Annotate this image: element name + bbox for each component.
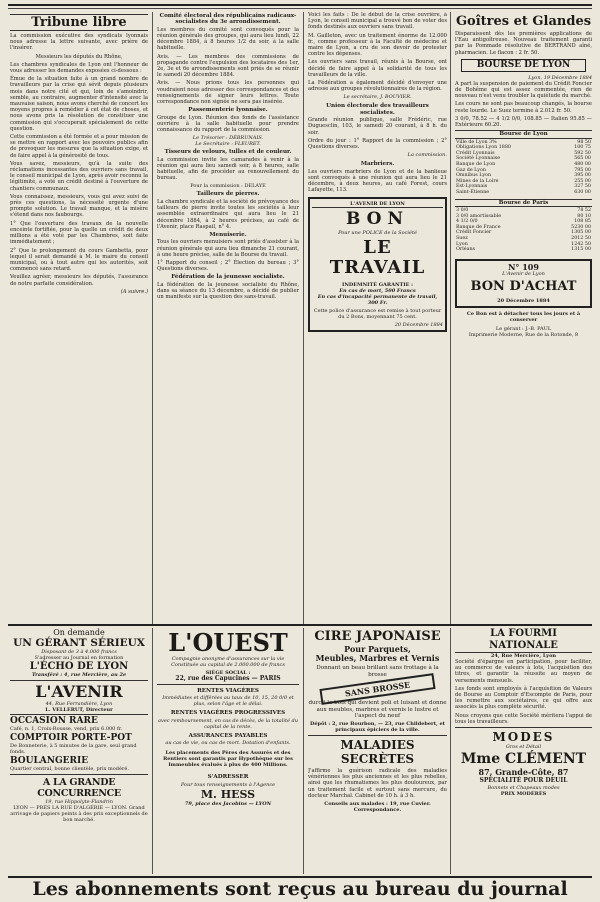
quote-value: 78 52 xyxy=(577,207,591,213)
ads-separator xyxy=(8,624,592,626)
ad-text: Société d'épargne en participation, pour faciliter, au commerce de valeurs à lots, l'acquisition des titres, et garantir la réussite au moyen de versements mensuels. xyxy=(455,659,592,684)
paragraph: 1° Rapport du conseil ; 2° Élection du bureau ; 3° Questions diverses. xyxy=(157,259,299,273)
paragraph: Émue de la situation faite à un grand nombre de travailleurs par la crise qui sévit depuis plusieurs mois dans notre cité et qui, loin de s'amoindrir, semble, au contraire, augmenter d'intensité avec la mauvaise saison, nous avons cherché de concert les moyens propres à remédier à cet état de choses, et nous avons pris la résolution de constituer une commission qui s'occuperait spécialement de cette question. xyxy=(10,76,148,132)
paragraph: Vous connaissez, messieurs, vous qui avez suivi de près ces questions, la nécessité urgente d'une prompte solution. Le travail manque, et la misère s'étend dans nos faubourgs. xyxy=(10,193,148,219)
paragraph: Ordre du jour : 1° Rapport de la commission ; 2° Questions diverses. xyxy=(308,137,447,151)
quote-label: 3 0/0 amortissable xyxy=(456,213,502,219)
ad-address: 19, rue Hippolyte-Flandrin xyxy=(45,799,113,805)
ad-heading: RENTES VIAGÈRES xyxy=(197,688,259,694)
footer-abonnements: Les abonnements sont reçus au bureau du journal xyxy=(8,876,592,900)
coupon-line: En cas de mort, 500 Francs xyxy=(339,288,416,295)
top-rule-thin xyxy=(8,8,592,9)
quote-label: Ville de Lyon 3% xyxy=(456,139,497,145)
ad-cire-japonaise xyxy=(308,628,447,874)
signature: Pour la commission : DELAYE xyxy=(190,183,266,190)
quote-value: 80 10 xyxy=(577,213,591,219)
paragraph: Veuillez agréer, messieurs les députés, l'assurance de notre parfaite considération. xyxy=(10,274,148,287)
quote-label: Suez xyxy=(456,235,468,241)
paragraph: Les membres du comité sont convoqués pour la réunion générale des groupes, qui aura lieu lundi, 22 décembre 1884, à 8 heures 1/2 du soir, à la salle habituelle. xyxy=(157,26,299,52)
ad-spec: PRIX MODÉRÉS xyxy=(500,791,547,798)
heading: Comité électoral des républicains radicaux-socialistes du 3e arrondissement. xyxy=(159,13,297,26)
bon-d-achat-coupon xyxy=(455,259,592,308)
coupon-brand: L'AVENIR DE LYON xyxy=(312,201,443,208)
ad-spec: SPÉCIALITÉ POUR DEUIL xyxy=(479,777,568,785)
column-divider xyxy=(303,12,304,624)
quote-label: Mines de la Loire xyxy=(456,178,499,184)
ad-gerant-serieux xyxy=(10,628,148,874)
quote-value: 1242 50 xyxy=(571,241,591,247)
quote-label: Banque de France xyxy=(456,224,501,230)
ad-comptoir: COMPTOIR PORTE-POT xyxy=(10,733,132,743)
ad-title-2: MALADIES SECRÈTES xyxy=(340,737,415,766)
heading: Union électorale des travailleurs socialistes. xyxy=(326,103,429,116)
paragraph: 3 0/0, 78.52 — 4 1/2 0/0, 108.85 — Italien 95.85 — Extérieure 60.20. xyxy=(455,115,592,129)
ad-modes: MODES xyxy=(492,730,555,745)
signature: La commission. xyxy=(407,152,447,159)
ad-boulangerie: BOULANGERIE xyxy=(10,756,89,766)
quote-label: Banque de Lyon xyxy=(456,162,496,168)
ad-spec: Bonnets et Chapeaux modes xyxy=(487,785,560,792)
ad-siege: SIÈGE SOCIAL : xyxy=(205,670,251,676)
quote-label: 3 0/0 xyxy=(456,207,469,213)
quotes-table-paris xyxy=(455,208,592,253)
column-tribune-libre xyxy=(10,12,148,622)
ad-title: L'OUEST xyxy=(168,628,288,657)
paragraph: La commission invite les camarades à venir à la réunion qui aura lieu samedi soir, à 8 heures, salle habituelle, afin de procéder au renouvellement du bureau. xyxy=(157,156,299,182)
paragraph: Avis. — Les membres des commissions de propagande contre l'expulsion des locataires des 1er, 2e, 3e et 6e arrondissements sont priés de se réunir le samedi 20 décembre 1884. xyxy=(157,53,299,79)
ad-sub: Meubles, Marbres et Vernis xyxy=(315,653,440,663)
ad-heading: S'ADRESSER xyxy=(207,774,249,781)
quote-label: Crédit Lyonnais xyxy=(456,150,495,156)
heading: Marbriers. xyxy=(360,161,395,168)
quote-value: 1305 00 xyxy=(571,230,591,236)
heading: Passementerie lyonnaise. xyxy=(188,107,268,114)
ad-sub: Pour Parquets, xyxy=(344,644,411,654)
section-title: Tribune libre xyxy=(10,14,148,31)
quote-value: 100 75 xyxy=(574,145,591,151)
signature: (A suivre.) xyxy=(120,288,148,295)
top-rule xyxy=(8,4,592,6)
ad-address: Conseils aux malades : 19, rue Cuvier. Correspondance. xyxy=(324,800,431,813)
quote-value: 1315 00 xyxy=(571,247,591,253)
column-bourse xyxy=(455,12,592,622)
coupon-line: Cette police d'assurance est remise à tout porteur du 2 Bons, moyennant 75 cent. xyxy=(313,308,442,321)
ad-address: 22, rue des Capucines — PARIS xyxy=(157,676,299,685)
ad-brand: L'ÉCHO DE LYON xyxy=(29,661,129,672)
paragraph: Disparaissent dès les premières applications de l'Eau antigoîtreuse. Nouveau traitement garanti par la Pommade résolutive de BERTRAND aîné, pharmacien. Le flacon : 2 fr. 50. xyxy=(455,31,592,56)
ad-grande-concurrence: A LA GRANDE CONCURRENCE xyxy=(37,777,121,799)
ad-text: au cas de vie, ou cas de mort. Dotation d'enfants. xyxy=(165,740,291,747)
ad-depot: Dépôt : 2, rue Bourbon, — 23, rue Childebert, et principaux épiciers de la ville. xyxy=(308,721,447,736)
coupon-date: 20 Décembre 1884 xyxy=(497,298,550,305)
ad-line: Disposant de 3 à 4.000 francs xyxy=(41,649,117,655)
heading: Menuiserie. xyxy=(209,231,247,238)
quote-row xyxy=(455,247,592,253)
ad-store: Mme CLÉMENT xyxy=(460,751,587,768)
quote-label: Société Lyonnaise xyxy=(456,156,501,162)
quote-label: Lyon xyxy=(456,241,468,247)
paragraph: A part la suspension de paiement du Crédit Foncier de Bohême qui est assez commentée, rien de nouveau n'est venu troubler la quiétude du marché. xyxy=(455,80,592,100)
quote-label: Orléans xyxy=(456,247,476,253)
ad-kicker: On demande xyxy=(53,628,105,637)
quote-value: 480 00 xyxy=(574,162,591,168)
quote-label: Omnibus Lyon xyxy=(456,173,492,179)
ad-text: Café, n. 1, Croix-Rousse, vend, prix 6.000 fr. xyxy=(10,726,123,732)
paragraph: Avis. — Nous prions tous les personnes qui voudraient nous adresser des correspondances et des renseignements de signer leurs lettres. Toute correspondance non signée ne sera pas insérée. xyxy=(157,80,299,106)
quote-value: 592 50 xyxy=(574,150,591,156)
quote-label: 4 1/2 0/0 xyxy=(456,219,478,225)
ad-title: UN GÉRANT SÉRIEUX xyxy=(13,637,145,649)
paragraph: Cette commission a été formée et a pour mission de se mettre en rapport avec les pouvoirs publics afin de provoquer les mesures que la situation exige, et de faire appel à la générosité de tous. xyxy=(10,134,148,159)
signature: Le secrétaire, J. BOUVIER. xyxy=(343,94,412,101)
paris-title: Bourse de Paris xyxy=(455,199,592,207)
quote-value: 395 00 xyxy=(574,173,591,179)
stamp-word: SANS xyxy=(344,685,371,699)
stamp-word: BROSSE xyxy=(371,679,411,695)
paragraph: Les ouvriers marbriers de Lyon et de la banlieue sont convoqués à une réunion qui aura lieu le 21 décembre, à deux heures, au café Forest, cours Lafayette, 113. xyxy=(308,168,447,194)
coupon-sub: Pour une POLICE de la Société xyxy=(338,230,417,237)
ad-sub: Constituée au capital de 2.000.000 de francs xyxy=(171,662,285,668)
ad-address: 24, Rue Mercière, Lyon xyxy=(490,653,557,659)
ad-address: 87, Grande-Côte, 87 xyxy=(478,767,569,778)
quote-value: 565 00 xyxy=(574,156,591,162)
heading: Tisseurs de velours, tulles et de couleur. xyxy=(164,149,292,156)
quote-label: Est-Lyonnais xyxy=(456,184,488,190)
paragraph: 2° Que le prolongement du cours Gambetta, pour lequel il serait demandé à M. le maire du conseil municipal, ou à tout autre qui les autorités, soit commencé sans retard. xyxy=(10,247,148,273)
paragraph: La fédération de la jeunesse socialiste du Rhône, dans sa séance du 13 décembre, a décidé de publier un manifeste sur la question des sans-travail. xyxy=(157,281,299,301)
ad-occasion: OCCASION RARE xyxy=(10,716,98,726)
imprimerie: Imprimerie Moderne, Rue de la Rotonde, 8 xyxy=(468,332,579,339)
paragraph: 1° Que l'ouverture des travaux de la nouvelle enceinte fortifiée, pour la quelle un crédit de deux millions a été voté par les Chambres, soit faite immédiatement ; xyxy=(10,220,148,246)
coupon-le-travail xyxy=(308,197,447,332)
ad-text: Immédiates et différées au taux de 10, 15, 20 0/0 et plus, selon l'âge et le délai. xyxy=(162,695,294,708)
ad-sub: Compagnie anonyme d'assurances sur la vie xyxy=(171,656,285,662)
bourse-title: BOURSE DE LYON xyxy=(461,59,586,72)
paragraph: La Fédération a également décidé d'envoyer une adresse aux groupes révolutionnaires de la région. xyxy=(308,80,447,93)
coupon-brand: L'Avenir de Lyon xyxy=(502,271,545,278)
coupon-name: LE TRAVAIL xyxy=(329,237,426,279)
ad-text: J'affirme la guérison radicale des maladies vénériennes les plus anciennes et les plus rebelles, ainsi que les rhumatismes les plus douloureux, par un traitement facile et surtout sans mercure, du docteur Marchal. Cabinet de 10 h. à 3 h. xyxy=(308,767,447,799)
paragraph: Grande réunion publique, salle Frédéric, rue Duguesclin, 103, le samedi 20 courant, à 8 h. du soir. xyxy=(308,117,447,136)
column-divider xyxy=(450,628,451,874)
paragraph: Tous les ouvriers menuisiers sont priés d'assister à la réunion générale qui aura lieu dimanche 21 courant, à une heure précise, salle de la Bourse du travail. xyxy=(157,239,299,258)
quote-value: 2012 50 xyxy=(571,235,591,241)
ad-text: Nous croyons que cette Société méritera l'appui de tous les travailleurs. xyxy=(455,713,592,728)
ad-text: Donnant un beau brillant sans frottage à la brosse xyxy=(316,665,439,678)
quote-value: 255 00 xyxy=(574,178,591,184)
ad-text: Pour tous renseignements à l'Agence xyxy=(180,781,276,788)
column-faits xyxy=(308,12,447,622)
ad-agent: M. HESS xyxy=(200,787,256,801)
heading: Fédération de la jeunesse socialiste. xyxy=(171,274,285,281)
ad-address: 44, Rue Ferrandière, Lyon xyxy=(45,701,113,707)
quote-label: Saint-Étienne xyxy=(456,189,490,195)
column-avis xyxy=(157,12,299,622)
paragraph: Les chambres syndicales de Lyon ont l'honneur de vous adresser les demandes exposées ci-dessous : xyxy=(10,61,148,75)
coupon-line: En cas d'incapacité permanente de travail, 300 Fr. xyxy=(317,294,438,307)
gerant: Le gérant : J.-B. PAUL xyxy=(495,326,552,333)
ad-address: Transféré : 4, rue Mercière, au 2e xyxy=(10,672,148,681)
paragraph: Vous savez, messieurs, qu'à la suite des réclamations incessantes des ouvriers sans travail, le conseil municipal de Lyon, après avoir reconnu la légitimité, a voté un crédit destiné à l'ouverture de chantiers communaux. xyxy=(10,160,148,192)
ad-text: durcit le bois qui devient poli et luisant et donne aux meubles, marbres et vernis le lustre et l'aspect du neuf xyxy=(308,700,447,720)
coupon-note: Ce Bon est à détacher tous les jours et à conserver xyxy=(466,311,581,324)
coupon-line: INDEMNITÉ GARANTIE : xyxy=(342,282,413,289)
quote-label: Obligations Lyon 1880 xyxy=(456,145,511,151)
column-divider xyxy=(450,12,451,624)
paragraph: M. Gailleton, avec un traitement énorme de 12.000 fr., comme professeur à la Faculté de médecine et maire de Lyon, a cru de son devoir de protester contre les dépenses. xyxy=(308,32,447,58)
ad-text: Les fonds sont employés à l'acquisition de Valeurs de Bourse au Comptoir d'Escompte de Paris, pour les remettre aux sociétaires, ce qui offre aux associés la plus complète sécurité. xyxy=(455,685,592,711)
ad-text: LYON — PRÈS LA RUE D'ALGÉRIE — LYON. Grand arrivage de papiers peints à des prix exceptionnels de bon marché. xyxy=(10,805,148,823)
paragraph: Groupe de Lyon. Réunion des fonds de l'assistance ouvrière à la salle habituelle pour prendre connaissance du rapport de la commission. xyxy=(157,114,299,134)
coupon-date: 20 Décembre 1884 xyxy=(394,322,443,329)
quotes-title: Bourse de Lyon xyxy=(455,130,592,138)
heading: Tailleurs de pierres. xyxy=(196,191,260,198)
ad-heading: ASSURANCES PAYABLES xyxy=(188,732,268,739)
quote-value: 630 00 xyxy=(574,189,591,195)
ad-text: Les placements des Pères des Assurés et des Rentiers sont garantis par Hypothèque sur les Immeubles évalués à plus de 400 Millions. xyxy=(163,750,293,769)
ad-title: CIRE JAPONAISE xyxy=(314,629,441,644)
quote-value: 108 85 xyxy=(574,219,591,225)
ad-text: Quartier central, bonne clientèle, prix modéré. xyxy=(10,766,148,775)
coupon-bon: BON xyxy=(345,209,410,230)
coupon-title: BON D'ACHAT xyxy=(470,279,577,295)
ad-line: S'adresser au Journal en formation xyxy=(34,655,124,661)
ad-director: L. VELLERUT, Directeur xyxy=(10,707,148,715)
quote-value: 98 50 xyxy=(577,139,591,145)
signature: Le Secrétaire : FLEURET. xyxy=(195,141,261,148)
ad-text: avec remboursement, en cas de décès, de la totalité du capital de la rente. xyxy=(158,717,298,730)
ad-l-ouest xyxy=(157,628,299,874)
paragraph: Les cours ne sont pas beaucoup changés, la bourse reste lourde. Le Suez termine à 2.012 fr. 50. xyxy=(455,101,592,114)
ad-avenir: L'AVENIR xyxy=(35,682,123,701)
paragraph: La commission exécutive des syndicats lyonnais nous adresse la lettre suivante, avec prière de l'insérer. xyxy=(10,33,148,52)
ad-fourmi-nationale xyxy=(455,628,592,874)
ad-text: De Bonneterie, à 5 minutes de la gare, seul grand fonds. xyxy=(10,743,137,755)
paragraph: Voici les faits : De le début de la crise ouvrière, à Lyon, le conseil municipal a trouvé bon de voter des fonds destinés aux ouvriers sans travail. xyxy=(308,12,447,31)
quote-value: 5230 00 xyxy=(571,224,591,230)
quote-value: 327 50 xyxy=(574,184,591,190)
quote-value: 795 00 xyxy=(574,167,591,173)
column-divider xyxy=(152,628,153,874)
signature: Le Trésorier : DÉBRUNAIS. xyxy=(192,135,264,142)
quote-row xyxy=(455,190,592,196)
coupon-number: N° 109 xyxy=(508,261,539,272)
ad-heading: RENTES VIAGÈRES PROGRESSIVES xyxy=(170,710,286,717)
ad-sub: Gros et Détail xyxy=(505,744,542,751)
section-title: Goîtres et Glandes xyxy=(455,14,592,29)
column-divider xyxy=(152,12,153,624)
quote-label: Crédit Foncier xyxy=(456,230,492,236)
column-divider xyxy=(303,628,304,874)
paragraph: La chambre syndicale et la société de prévoyance des tailleurs de pierre invite toutes les sociétés à leur assemblée extraordinaire qui aura lieu le 21 décembre 1884, à 2 heures précises, au café de l'Avenir, place Raspail, n° 4. xyxy=(157,198,299,230)
paragraph: Messieurs les députés du Rhône, xyxy=(35,53,123,60)
ad-address: 79, place des Jacobins — LYON xyxy=(184,800,272,807)
quotes-table-lyon xyxy=(455,140,592,196)
bourse-date: Lyon, 19 Décembre 1884 xyxy=(528,74,592,81)
paragraph: Les ouvriers sans travail, réunis à la Bourse, ont décidé de faire appel à la solidarité de tous les travailleurs de la ville. xyxy=(308,59,447,78)
quote-label: Gaz de Lyon xyxy=(456,167,486,173)
ad-title: LA FOURMI NATIONALE xyxy=(455,628,592,653)
